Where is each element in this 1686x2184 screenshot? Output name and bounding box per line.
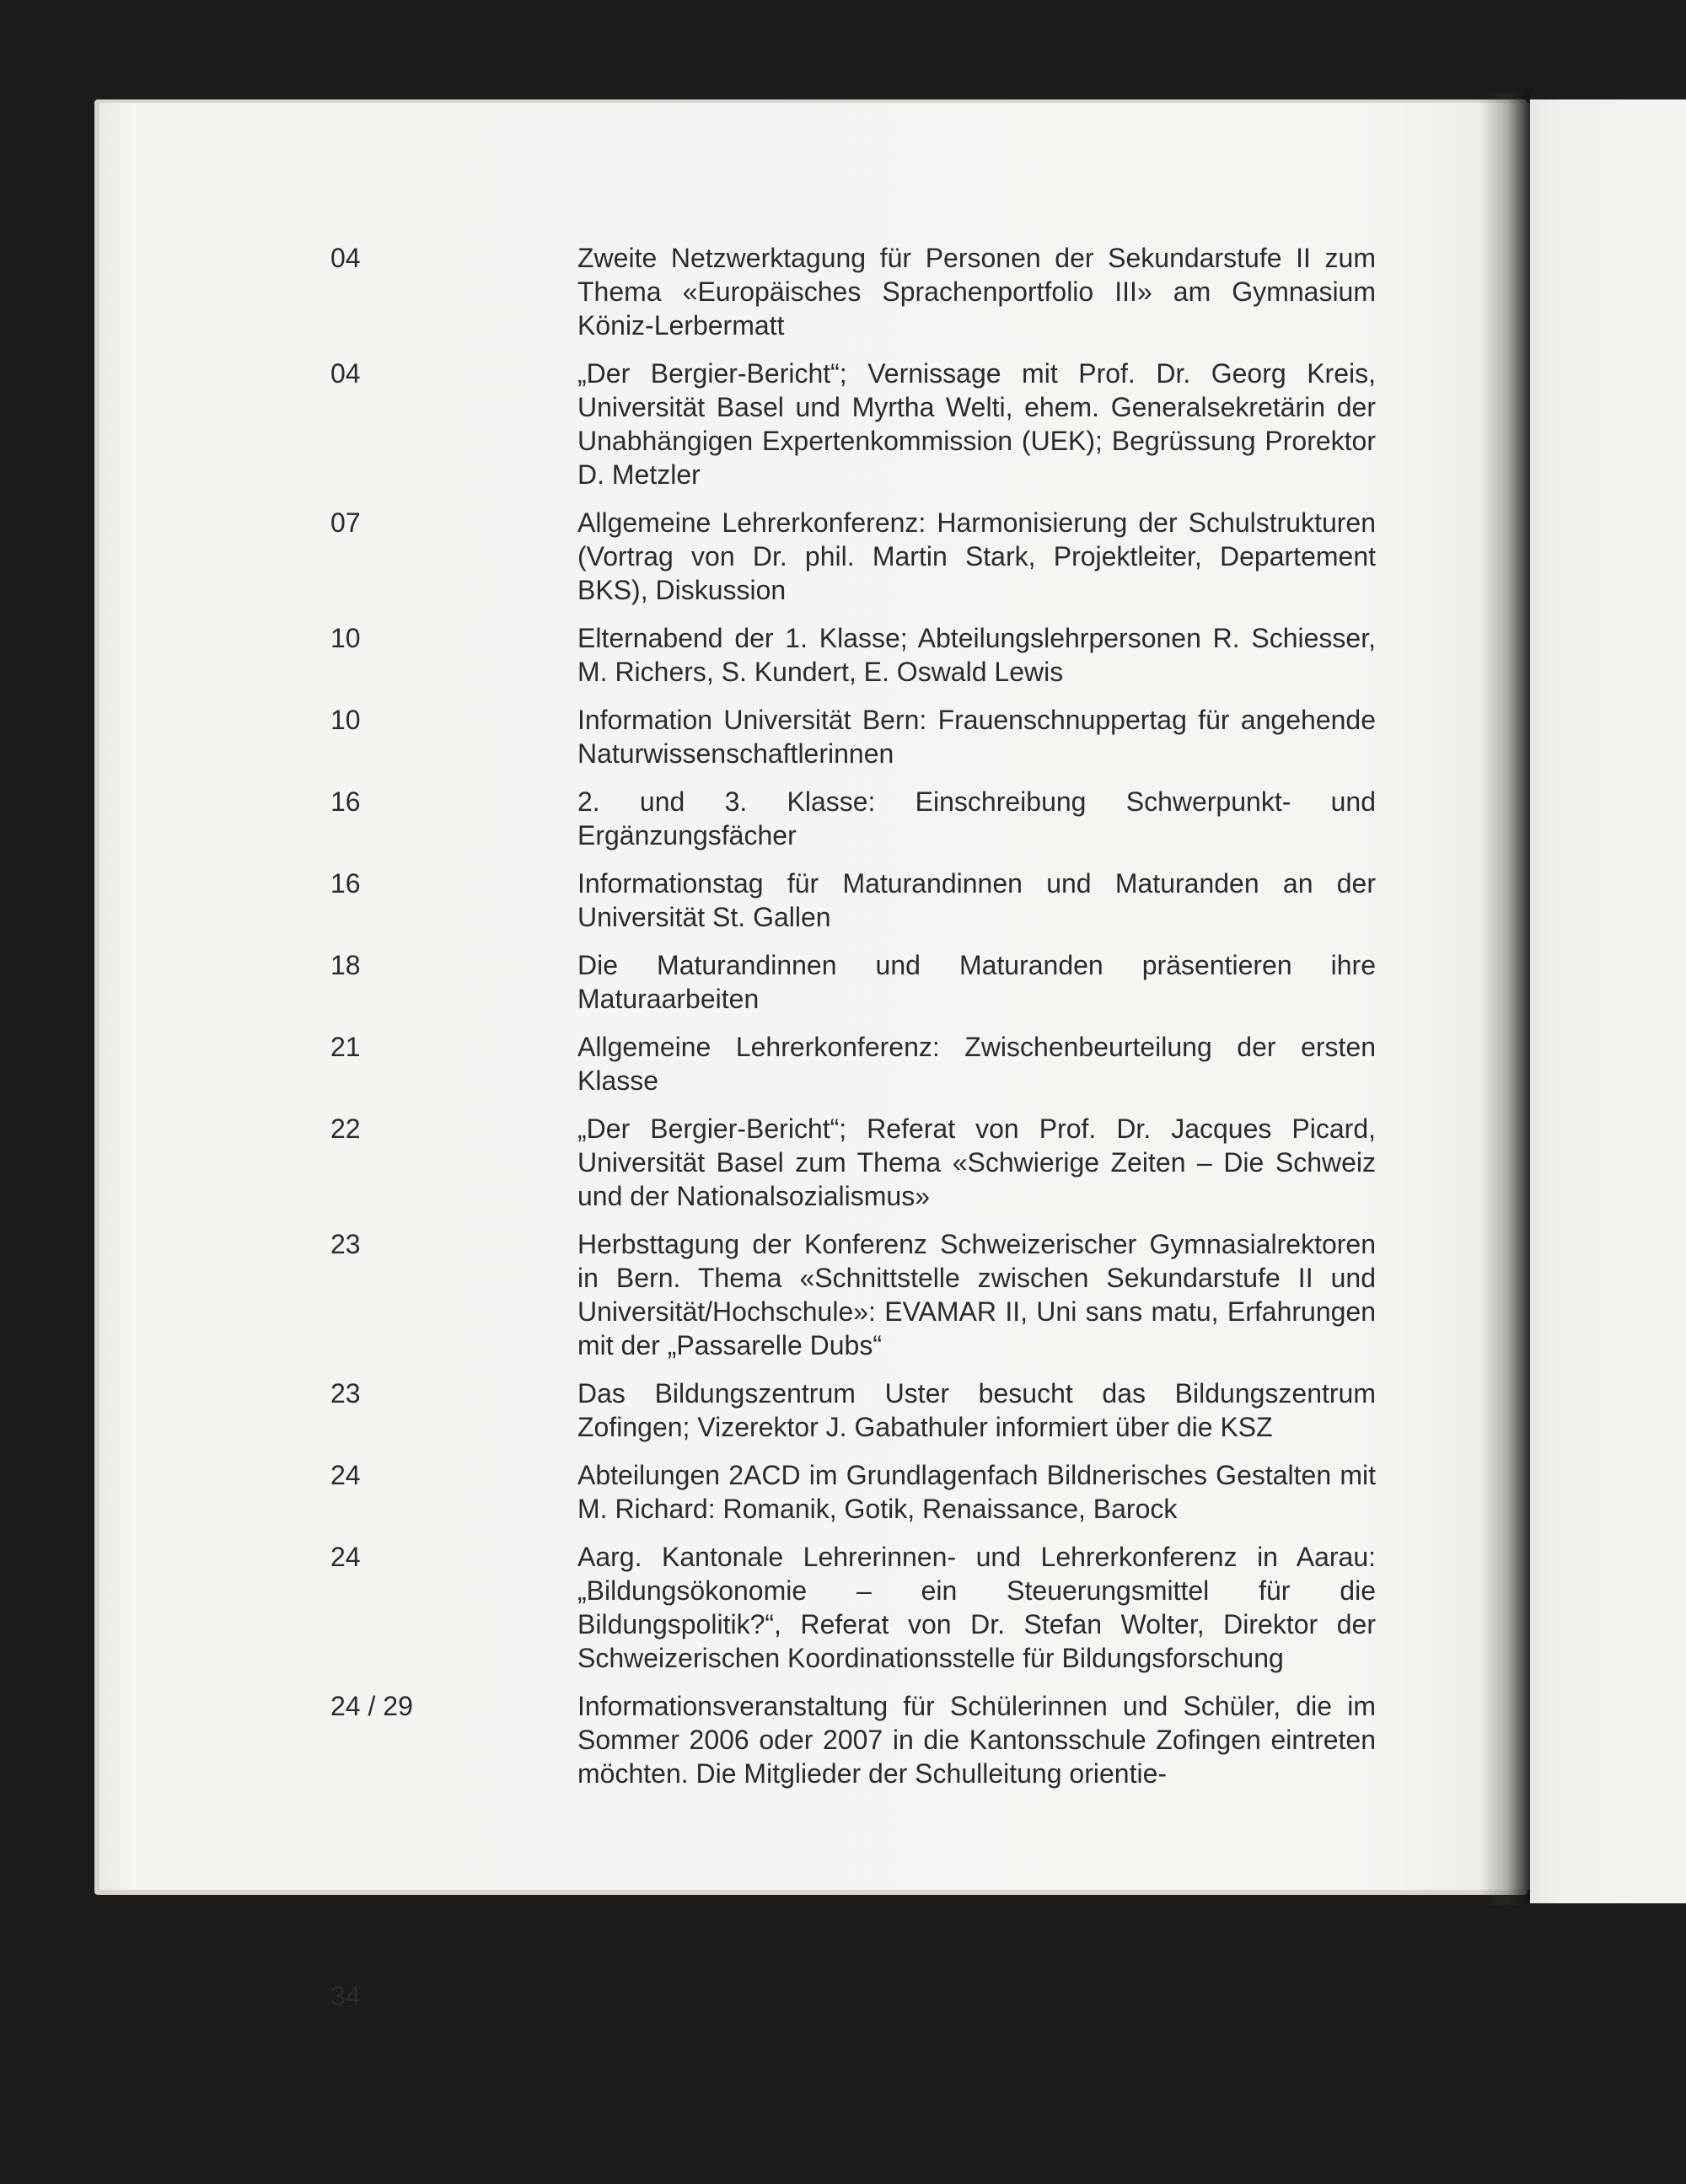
entry-date: 04: [330, 243, 361, 273]
calendar-entry: [330, 1689, 1376, 1790]
entry-text: Aarg. Kantonale Lehrerinnen- und Lehrerkonferenz in Aarau: „Bildungsökonomie – ein Steuerungsmittel für die Bildungspolitik?“, Referat von Dr. Stefan Wolter, Direktor der Schweizerischen Koordinationsstelle für Bildungsforschung: [577, 1542, 1376, 1673]
calendar-entries: [330, 241, 1376, 1805]
entry-text: Allgemeine Lehrerkonferenz: Zwischenbeurteilung der ersten Klasse: [577, 1032, 1376, 1096]
calendar-entry: [330, 1030, 1376, 1097]
right-page-edge: [1530, 99, 1686, 1903]
entry-text: Abteilungen 2ACD im Grundlagenfach Bildnerisches Gestalten mit M. Richard: Romanik, Gotik, Renaissance, Barock: [577, 1460, 1376, 1524]
calendar-entry: [330, 703, 1376, 770]
calendar-entry: [330, 357, 1376, 491]
book-gutter: [1479, 93, 1530, 1905]
calendar-entry: [330, 1112, 1376, 1213]
entry-date: 24: [330, 1460, 361, 1490]
entry-text: Das Bildungszentrum Uster besucht das Bildungszentrum Zofingen; Vizerektor J. Gabathuler informiert über die KSZ: [577, 1378, 1376, 1442]
calendar-entry: [330, 948, 1376, 1016]
calendar-entry: [330, 1376, 1376, 1444]
calendar-entry: [330, 1227, 1376, 1362]
page-number: 34: [330, 1981, 361, 2011]
entry-date: 24: [330, 1542, 361, 1572]
calendar-entry: [330, 1458, 1376, 1526]
calendar-entry: [330, 785, 1376, 852]
entry-date: 10: [330, 623, 361, 653]
entry-date: 10: [330, 705, 361, 735]
entry-date: 22: [330, 1113, 361, 1144]
calendar-entry: [330, 506, 1376, 607]
calendar-entry: [330, 1540, 1376, 1675]
calendar-entry: [330, 241, 1376, 342]
entry-date: 23: [330, 1229, 361, 1259]
entry-text: Herbsttagung der Konferenz Schweizerischer Gymnasialrektoren in Bern. Thema «Schnittstelle zwischen Sekundarstufe II und Universität/Hochschule»: EVAMAR II, Uni sans matu, Erfahrungen mit der „Passarelle Dubs“: [577, 1229, 1376, 1360]
entry-text: Zweite Netzwerktagung für Personen der Sekundarstufe II zum Thema «Europäisches Sprachenportfolio III» am Gymnasium Köniz-Lerbermatt: [577, 243, 1376, 341]
entry-date: 16: [330, 868, 361, 899]
entry-text: Allgemeine Lehrerkonferenz: Harmonisierung der Schulstrukturen (Vortrag von Dr. phil. Martin Stark, Projektleiter, Departement BKS), Diskussion: [577, 507, 1376, 605]
entry-text: Die Maturandinnen und Maturanden präsentieren ihre Maturaarbeiten: [577, 950, 1376, 1014]
entry-text: Informationsveranstaltung für Schülerinnen und Schüler, die im Sommer 2006 oder 2007 in die Kantonsschule Zofingen eintreten möchten. Die Mitglieder der Schulleitung orientie-: [577, 1691, 1376, 1789]
entry-text: „Der Bergier-Bericht“; Referat von Prof. Dr. Jacques Picard, Universität Basel zum Thema «Schwierige Zeiten – Die Schweiz und der Nationalsozialismus»: [577, 1113, 1376, 1211]
entry-date: 21: [330, 1032, 361, 1062]
entry-text: „Der Bergier-Bericht“; Vernissage mit Prof. Dr. Georg Kreis, Universität Basel und Myrtha Welti, ehem. Generalsekretärin der Unabhängigen Expertenkommission (UEK); Begrüssung Prorektor D. Metzler: [577, 358, 1376, 490]
entry-text: Elternabend der 1. Klasse; Abteilungslehrpersonen R. Schiesser, M. Richers, S. Kundert, E. Oswald Lewis: [577, 623, 1376, 687]
entry-date: 24 / 29: [330, 1691, 413, 1721]
calendar-entry: [330, 867, 1376, 934]
entry-text: Informationstag für Maturandinnen und Maturanden an der Universität St. Gallen: [577, 868, 1376, 932]
entry-date: 18: [330, 950, 361, 980]
entry-text: Information Universität Bern: Frauenschnuppertag für angehende Naturwissenschaftlerinnen: [577, 705, 1376, 769]
entry-date: 16: [330, 786, 361, 817]
entry-date: 04: [330, 358, 361, 389]
calendar-entry: [330, 621, 1376, 689]
entry-text: 2. und 3. Klasse: Einschreibung Schwerpunkt- und Ergänzungsfächer: [577, 786, 1376, 851]
entry-date: 23: [330, 1378, 361, 1409]
entry-date: 07: [330, 507, 361, 538]
